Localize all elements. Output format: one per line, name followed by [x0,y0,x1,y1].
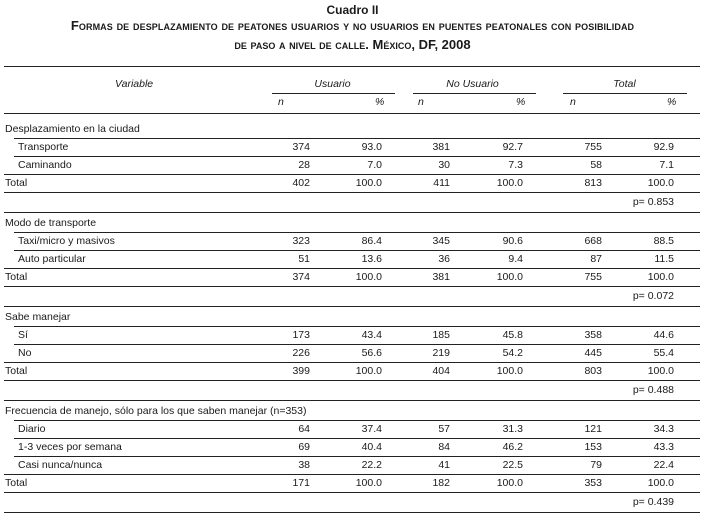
table-cell: 100.0 [355,365,382,377]
table-cell: 38 [298,459,310,471]
col-header-pct: % [375,96,385,108]
table-cell: 374 [292,271,310,283]
row-label: Transporte [18,141,69,153]
p-value: p= 0.439 [632,496,674,508]
table-cell: 404 [432,365,450,377]
rule-line [4,66,700,67]
table-cell: 100.0 [355,271,382,283]
rule-line [4,474,700,475]
col-header-n: n [278,96,284,108]
section-title: Sabe manejar [5,311,71,323]
row-label: No [18,347,32,359]
table-cell: 374 [292,141,310,153]
table-cell: 411 [433,177,450,189]
rule-line [14,250,700,251]
table-cell: 100.0 [647,271,674,283]
rule-line [14,344,700,345]
table-cell: 92.7 [502,141,523,153]
table-cell: 34.3 [653,423,674,435]
table-cell: 755 [584,271,602,283]
group-header-total: Total [613,78,636,90]
table-cell: 185 [432,329,450,341]
col-header-pct: % [667,96,677,108]
table-cell: 182 [432,477,450,489]
table-cell: 402 [292,177,310,189]
table-cell: 171 [292,477,310,489]
section-title: Modo de transporte [5,217,97,229]
table-cell: 153 [584,441,602,453]
table-cell: 100.0 [647,477,674,489]
row-label: Taxi/micro y masivos [18,235,115,247]
rule-line [4,362,700,363]
table-cell: 100.0 [496,271,523,283]
row-label: Caminando [18,159,72,171]
table-cell: 121 [584,423,602,435]
rule-line [563,93,687,94]
row-label: Sí [18,329,28,341]
rule-line [413,93,536,94]
table-cell: 381 [432,141,450,153]
variable-header: Variable [115,78,154,90]
table-cell: 43.3 [653,441,674,453]
table-cell: 803 [584,365,602,377]
table-cell: 86.4 [361,235,382,247]
section-title: Frecuencia de manejo, sólo para los que saben manejar (n=353) [5,405,307,417]
rule-line [4,174,700,175]
table-cell: 55.4 [653,347,674,359]
row-label: Auto particular [18,253,86,265]
table-cell: 7.0 [367,159,382,171]
table-cell: 100.0 [496,477,523,489]
table-cell: 13.6 [361,253,382,265]
rule-line [4,306,700,307]
table-cell: 93.0 [361,141,382,153]
table-cell: 45.8 [502,329,523,341]
table-cell: 226 [292,347,310,359]
table-cell: 56.6 [361,347,382,359]
table-cell: 57 [438,423,450,435]
table-cell: 445 [584,347,602,359]
total-row-label: Total [5,177,28,189]
table-cell: 100.0 [496,365,523,377]
table-cell: 100.0 [496,177,523,189]
table-cell: 7.1 [659,159,674,171]
table-cell: 44.6 [653,329,674,341]
rule-line [4,113,700,114]
table-cell: 54.2 [502,347,523,359]
p-value: p= 0.072 [632,290,674,302]
table-cell: 36 [438,253,450,265]
table-cell: 353 [584,477,602,489]
table-cell: 100.0 [647,177,674,189]
rule-line [14,232,700,233]
table-title-line-2: de paso a nivel de calle. México, DF, 2008 [234,37,471,52]
rule-line [14,438,700,439]
rule-line [272,93,395,94]
table-cell: 41 [438,459,450,471]
table-cell: 668 [584,235,602,247]
row-label: Diario [18,423,46,435]
p-value: p= 0.853 [632,196,674,208]
rule-line [4,380,700,381]
col-header-n: n [418,96,424,108]
table-cell: 755 [584,141,602,153]
table-title-line-1: Formas de desplazamiento de peatones usuarios y no usuarios en puentes peatonales con posibilidad [70,18,635,33]
section-title: Desplazamiento en la ciudad [5,123,140,135]
table-cell: 100.0 [355,177,382,189]
table-cell: 22.4 [653,459,674,471]
table-cell: 58 [590,159,602,171]
rule-line [14,156,700,157]
table-cell: 40.4 [361,441,382,453]
table-cell: 381 [432,271,450,283]
rule-line [14,456,700,457]
table-cell: 92.9 [653,141,674,153]
rule-line [4,492,700,493]
table-cell: 46.2 [502,441,523,453]
total-row-label: Total [5,477,28,489]
table-cell: 399 [292,365,310,377]
table-cell: 88.5 [653,235,674,247]
table-cell: 84 [438,441,450,453]
table-cell: 43.4 [361,329,382,341]
table-cell: 22.2 [361,459,382,471]
col-header-pct: % [516,96,526,108]
row-label: Casi nunca/nunca [18,459,103,471]
table-cell: 358 [584,329,602,341]
table-cell: 22.5 [502,459,523,471]
table-cell: 31.3 [502,423,523,435]
table-cell: 11.5 [654,253,674,265]
table-cell: 30 [438,159,450,171]
rule-line [4,286,700,287]
rule-line [4,192,700,193]
table-cell: 100.0 [355,477,382,489]
table-caption: Cuadro II [326,3,379,17]
table-cell: 69 [298,441,310,453]
table-cell: 28 [298,159,310,171]
rule-line [14,420,700,421]
table-cell: 79 [590,459,602,471]
rule-line [4,512,700,513]
group-header-usuario: Usuario [314,78,351,90]
rule-line [4,400,700,401]
table-cell: 219 [432,347,450,359]
table-cell: 9.4 [508,253,523,265]
rule-line [4,268,700,269]
table-cell: 51 [298,253,310,265]
rule-line [14,326,700,327]
table-cell: 7.3 [508,159,523,171]
rule-line [14,138,700,139]
total-row-label: Total [5,365,28,377]
row-label: 1-3 veces por semana [18,441,122,453]
table-cell: 345 [432,235,450,247]
table-cell: 100.0 [647,365,674,377]
table-cell: 37.4 [361,423,382,435]
table-cell: 87 [590,253,602,265]
rule-line [4,212,700,213]
table-cell: 90.6 [502,235,523,247]
group-header-no-usuario: No Usuario [446,78,499,90]
p-value: p= 0.488 [632,384,674,396]
total-row-label: Total [5,271,28,283]
table-cell: 64 [298,423,310,435]
col-header-n: n [570,96,576,108]
table-cell: 323 [292,235,310,247]
table-cell: 173 [292,329,310,341]
table-cell: 813 [584,177,602,189]
